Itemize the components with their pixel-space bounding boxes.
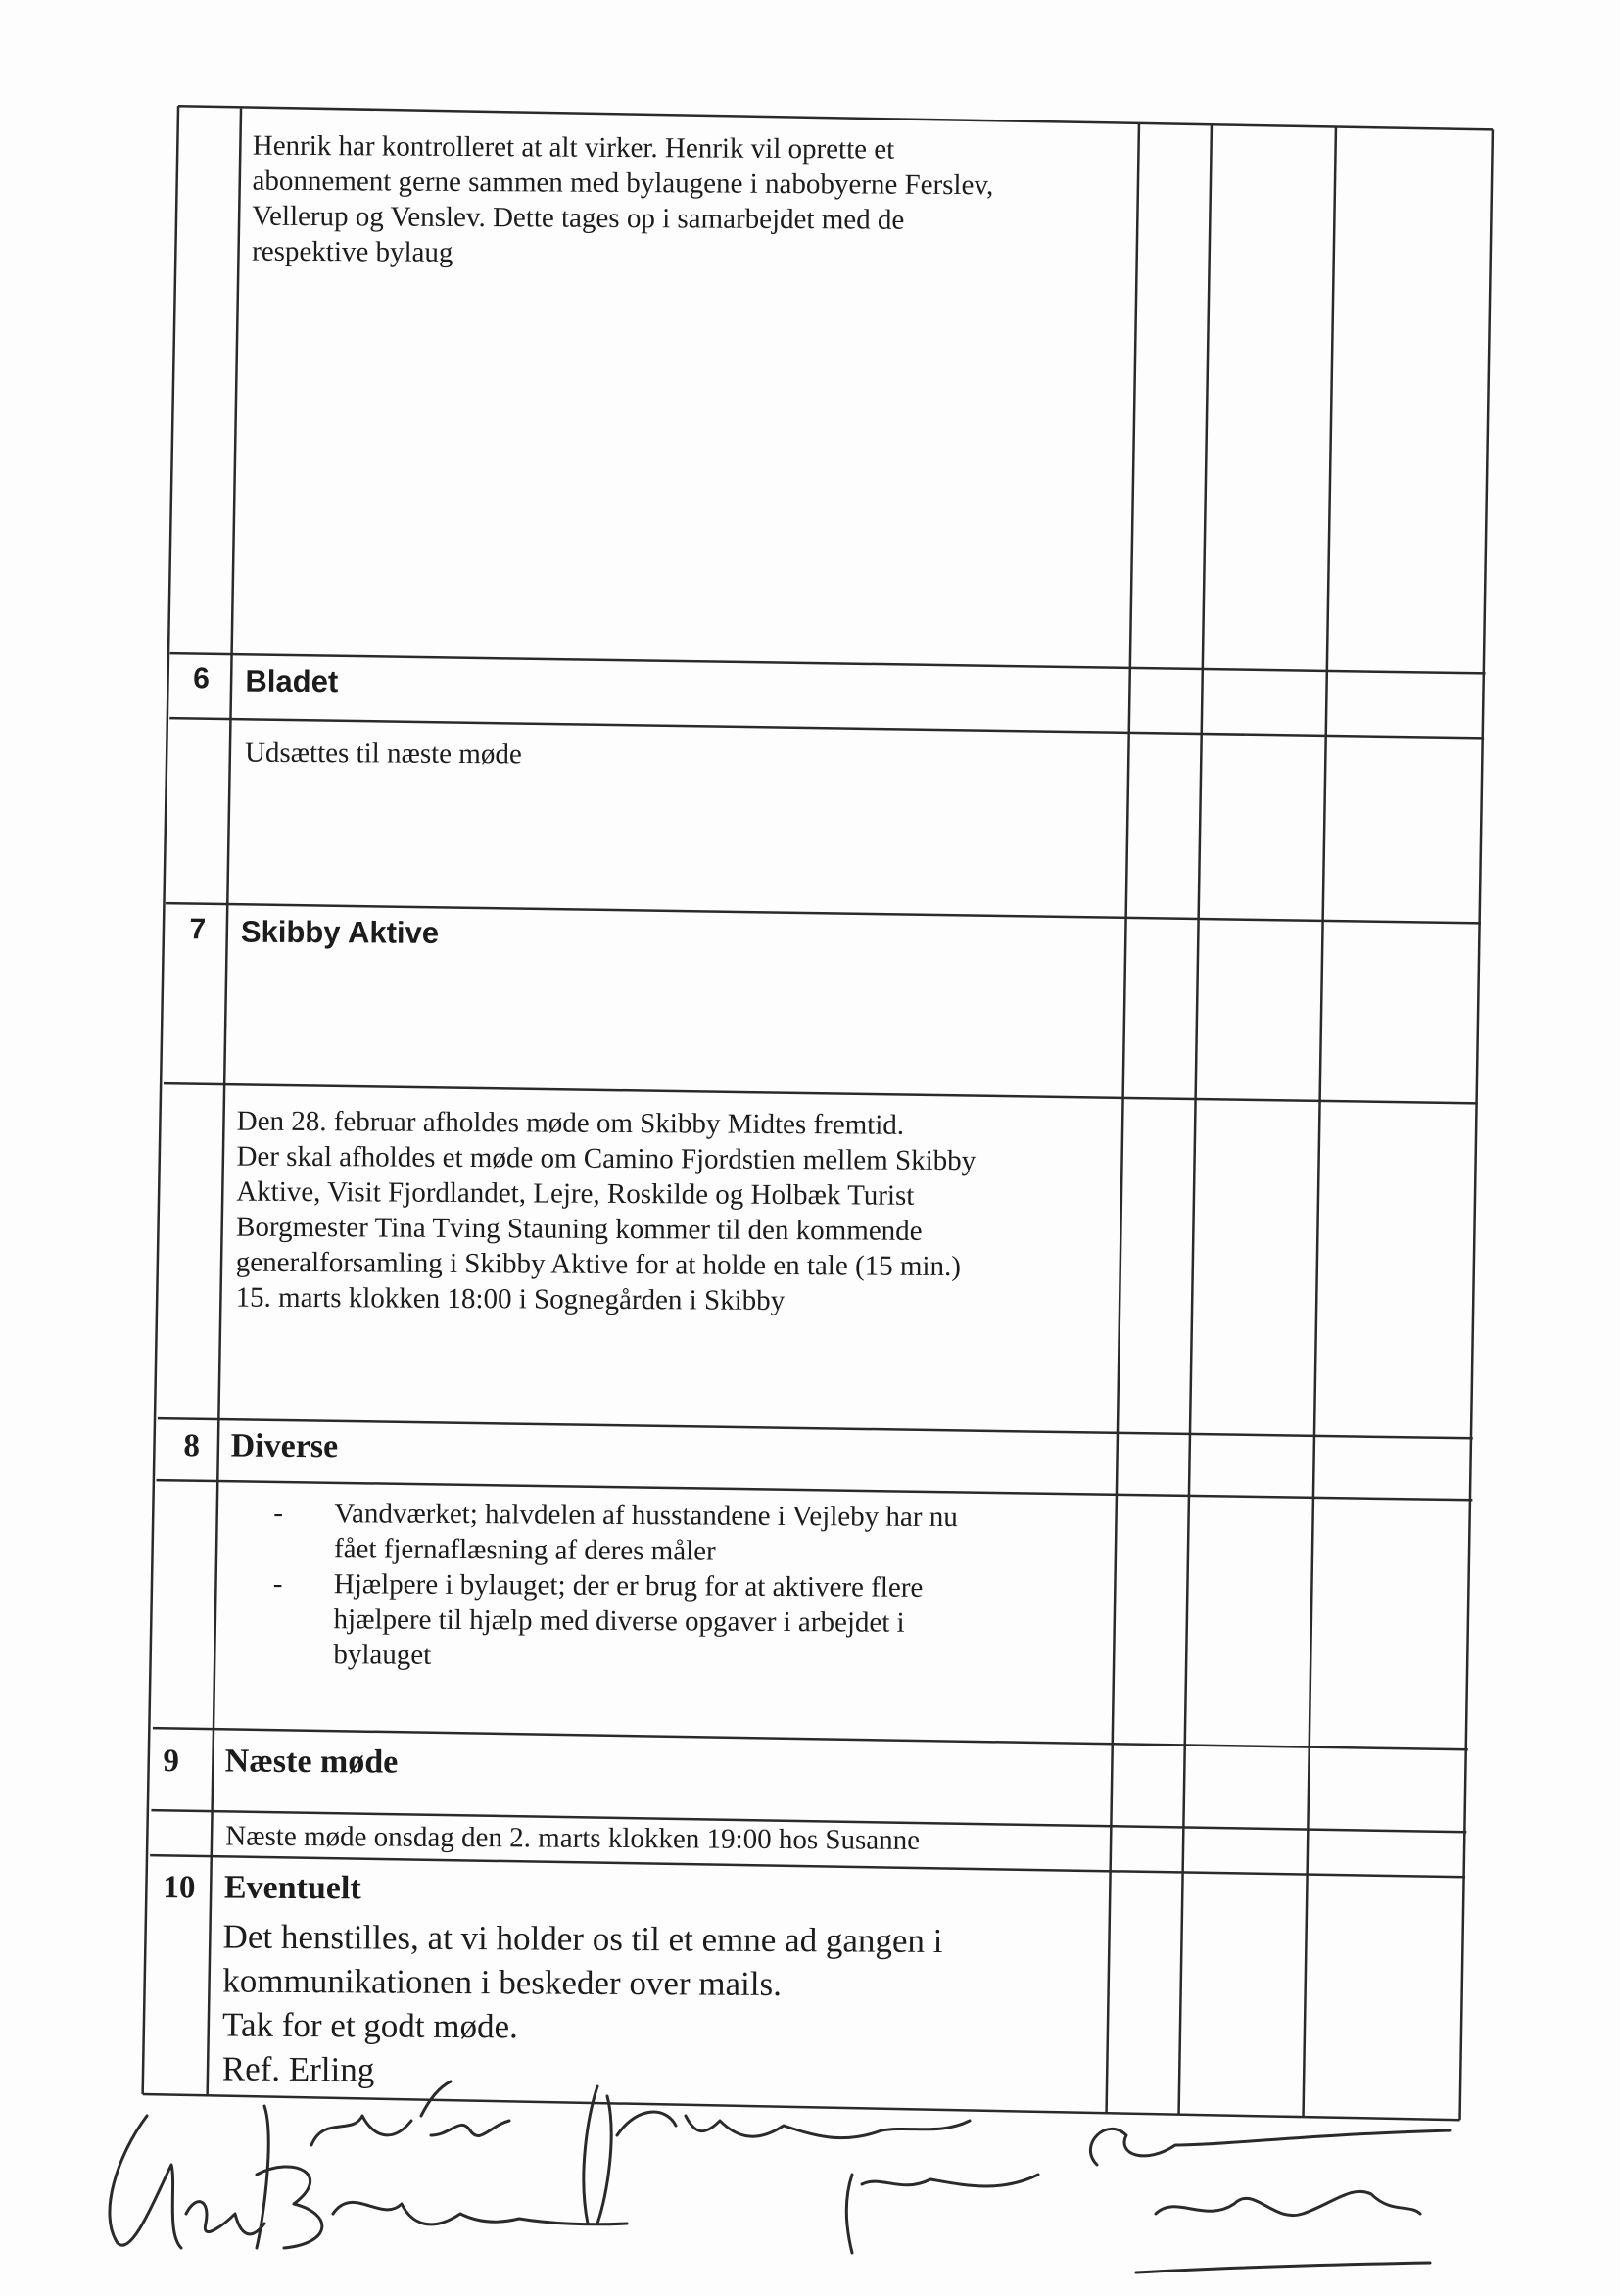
item-body <box>236 1104 977 1320</box>
item-line: Aktive, Visit Fjordlandet, Lejre, Roskilde og Holbæk Turist <box>236 1175 915 1212</box>
continued-line: abonnement gerne sammen med bylaugene i nabobyerne Ferslev, <box>252 165 994 202</box>
continued-line: Henrik har kontrolleret at alt virker. Henrik vil oprette et <box>252 129 895 166</box>
dash-bullet: - <box>273 1497 284 1529</box>
continued-line: respektive bylaug <box>252 235 453 268</box>
item-line: Ref. Erling <box>221 2049 375 2089</box>
item-line: Det henstilles, at vi holder os til et emne ad gangen i <box>222 1917 943 1961</box>
signature-stroke <box>846 2175 1038 2253</box>
continued-item-text <box>252 128 994 274</box>
signature-stroke <box>584 2086 611 2224</box>
signature-stroke <box>333 2202 627 2224</box>
signature-stroke <box>617 2112 970 2138</box>
item-number: 6 <box>193 662 210 695</box>
continued-line: Vellerup og Venslev. Dette tages op i samarbejdet med de <box>252 200 905 236</box>
item-body <box>225 1819 920 1858</box>
item-line: Tak for et godt møde. <box>221 2005 518 2046</box>
bullet-line: bylauget <box>333 1639 432 1671</box>
item-number: 7 <box>189 913 207 946</box>
item-body <box>222 1915 943 2095</box>
item-heading: Næste møde <box>224 1743 399 1781</box>
item-heading: Skibby Aktive <box>240 914 440 950</box>
item-number: 10 <box>163 1870 196 1906</box>
item-number: 8 <box>183 1428 201 1464</box>
item-line: Næste møde onsdag den 2. marts klokken 19:00 hos Susanne <box>225 1820 921 1856</box>
bullet-line: fået fjernaflæsning af deres måler <box>333 1533 716 1567</box>
signature-stroke <box>1136 2263 1430 2272</box>
signature-stroke <box>1156 2191 1420 2215</box>
item-body <box>245 736 522 773</box>
signature-stroke <box>311 2081 509 2145</box>
item-heading: Eventuelt <box>223 1869 361 1907</box>
bullet-line: hjælpere til hjælp med diverse opgaver i arbejdet i <box>333 1603 905 1639</box>
item-line: generalforsamling i Skibby Aktive for at holde en tale (15 min.) <box>235 1246 962 1283</box>
bullet-item <box>273 1496 958 1570</box>
bullet-line: Hjælpere i bylauget; der er brug for at aktivere flere <box>333 1568 924 1603</box>
bullet-item <box>272 1566 957 1676</box>
signature-stroke <box>257 2106 322 2248</box>
signature-stroke <box>110 2116 181 2248</box>
handwritten-signatures <box>0 2077 1620 2291</box>
item-line: 15. marts klokken 18:00 i Sognegården i Skibby <box>235 1281 786 1317</box>
item-number: 9 <box>163 1744 180 1780</box>
item-line: Udsættes til næste møde <box>244 737 522 771</box>
item-heading: Diverse <box>230 1427 339 1465</box>
signature-stroke <box>1090 2129 1450 2165</box>
item-line: Den 28. februar afholdes møde om Skibby Midtes fremtid. <box>236 1105 905 1141</box>
signature-stroke <box>186 2202 264 2234</box>
bullet-line: Vandværket; halvdelen af husstandene i Vejleby har nu <box>334 1498 958 1534</box>
item-line: Der skal afholdes et møde om Camino Fjordstien mellem Skibby <box>236 1140 977 1177</box>
item-heading: Bladet <box>245 663 339 699</box>
item-line: Borgmester Tina Tving Stauning kommer til den kommende <box>235 1211 923 1247</box>
item-line: kommunikationen i beskeder over mails. <box>222 1961 783 2004</box>
item-bullet-list <box>272 1496 958 1676</box>
dash-bullet: - <box>272 1567 283 1600</box>
